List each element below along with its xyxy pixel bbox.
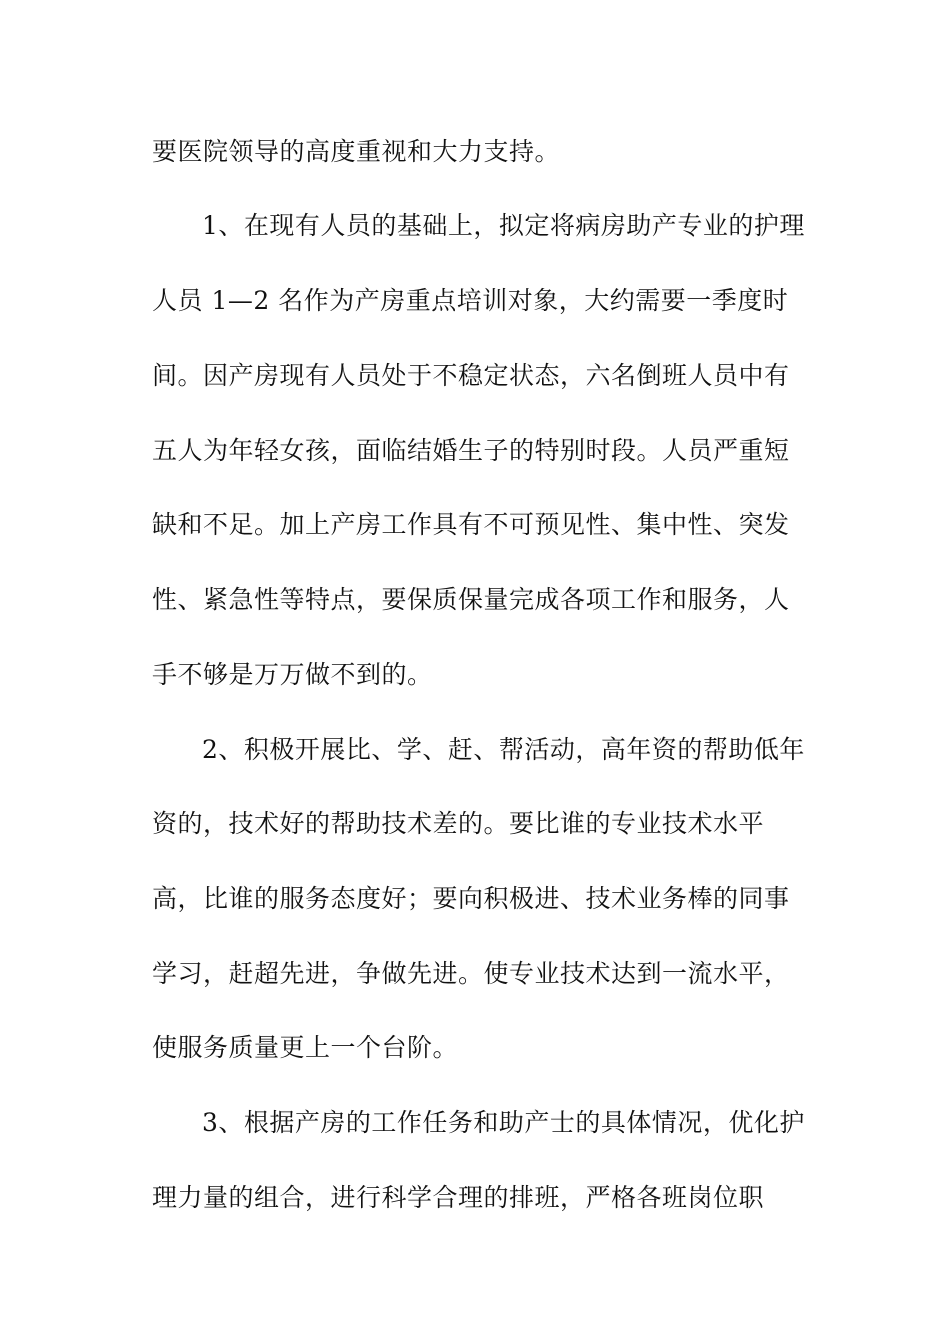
text-line: 资的，技术好的帮助技术差的。要比谁的专业技术水平 (152, 809, 765, 838)
text-line: 五人为年轻女孩，面临结婚生子的特别时段。人员严重短 (152, 436, 790, 465)
text-line: 间。因产房现有人员处于不稳定状态，六名倒班人员中有 (152, 361, 790, 390)
text-line: 缺和不足。加上产房工作具有不可预见性、集中性、突发 (152, 510, 790, 539)
text-line: 人员 1—2 名作为产房重点培训对象，大约需要一季度时 (152, 286, 789, 315)
text-line: 高，比谁的服务态度好；要向积极进、技术业务棒的同事 (152, 884, 790, 913)
text-line: 手不够是万万做不到的。 (152, 660, 433, 689)
text-line: 1、在现有人员的基础上，拟定将病房助产专业的护理 (202, 211, 805, 240)
text-line: 2、积极开展比、学、赶、帮活动，高年资的帮助低年 (202, 735, 805, 764)
text-line: 性、紧急性等特点，要保质保量完成各项工作和服务，人 (152, 585, 790, 614)
text-line: 理力量的组合，进行科学合理的排班，严格各班岗位职 (152, 1183, 765, 1212)
text-line: 3、根据产房的工作任务和助产士的具体情况，优化护 (202, 1108, 805, 1137)
text-line: 要医院领导的高度重视和大力支持。 (152, 137, 561, 166)
text-line: 学习，赶超先进，争做先进。使专业技术达到一流水平， (152, 959, 790, 988)
text-line: 使服务质量更上一个台阶。 (152, 1033, 459, 1062)
